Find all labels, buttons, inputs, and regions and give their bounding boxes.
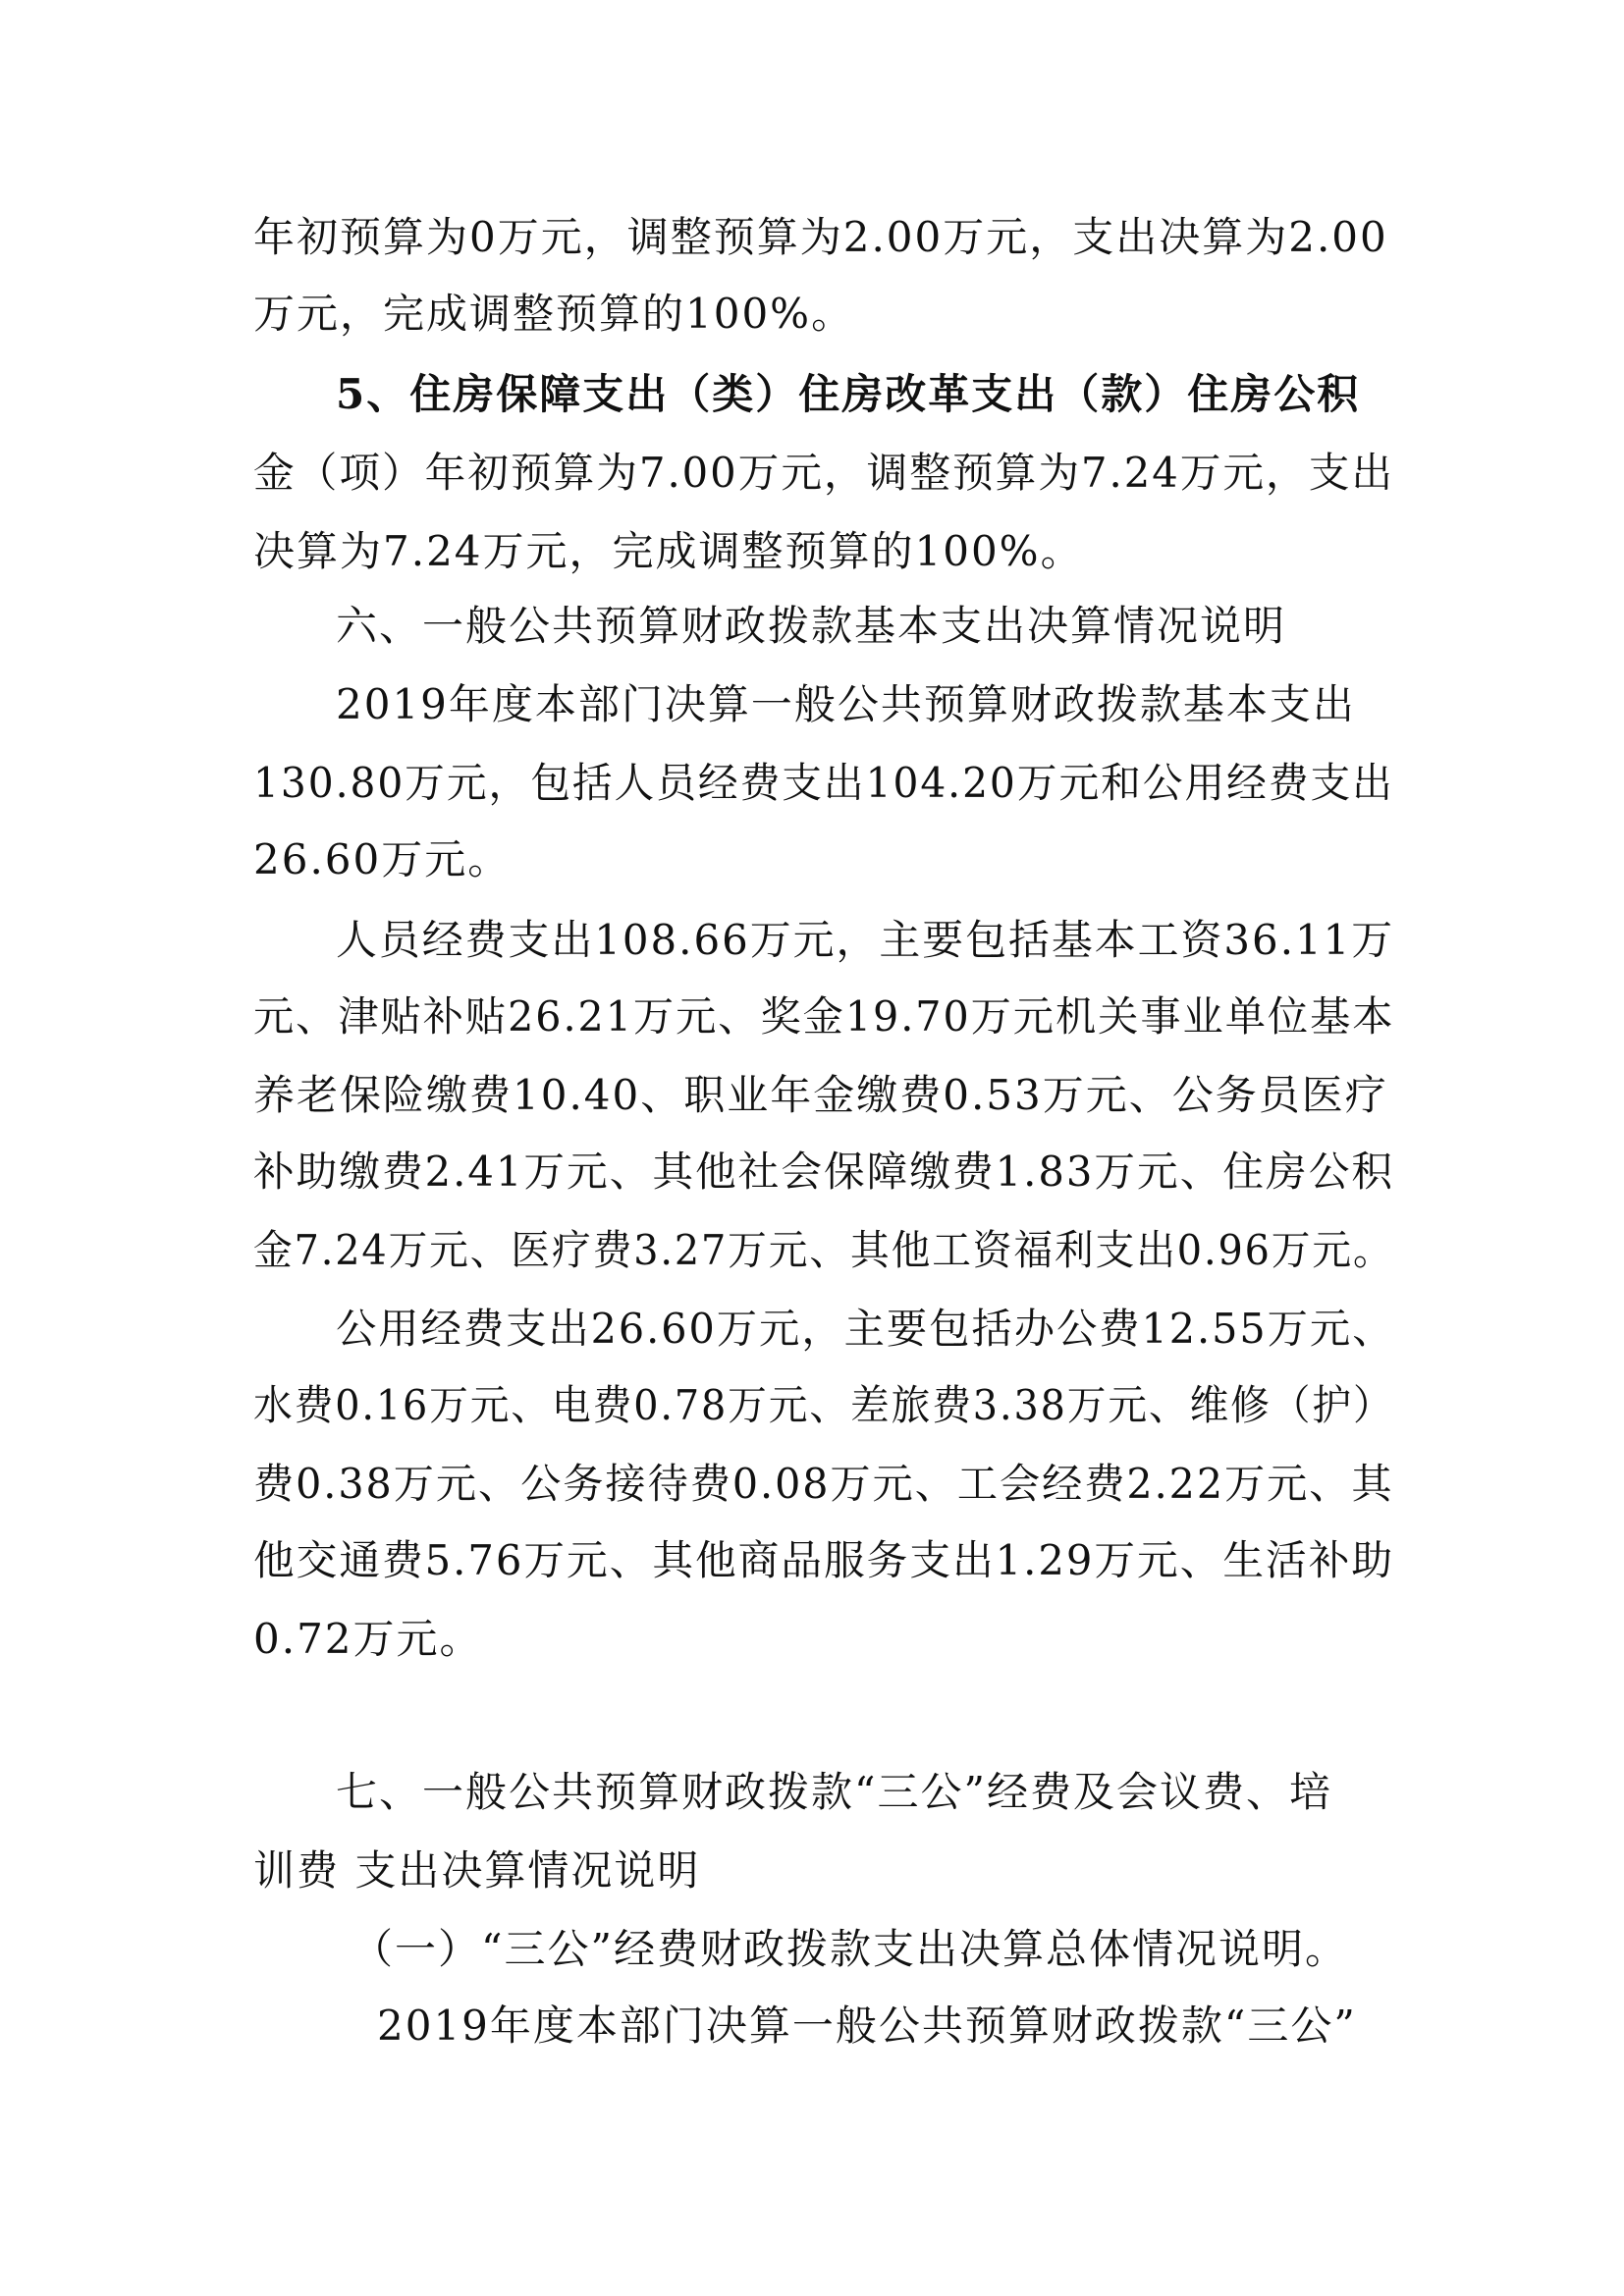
text-line: 补助缴费2.41万元、其他社会保障缴费1.83万元、住房公积 (253, 1148, 1395, 1196)
text-line: 公用经费支出26.60万元，主要包括办公费12.55万元、 (336, 1305, 1395, 1353)
section-item-5-line: 5、住房保障支出（类）住房改革支出（款）住房公积 (336, 370, 1361, 418)
subsection-heading-1: （一）“三公”经费财政拨款支出决算总体情况说明。 (352, 1925, 1348, 1973)
text-line: 元、津贴补贴26.21万元、奖金19.70万元机关事业单位基本 (253, 992, 1395, 1041)
text-line: 26.60万元。 (253, 835, 512, 883)
text-line: 万元，完成调整预算的100%。 (253, 290, 855, 338)
text-line: 人员经费支出108.66万元，主要包括基本工资36.11万 (336, 916, 1395, 964)
text-line: 养老保险缴费10.40、职业年金缴费0.53万元、公务员医疗 (253, 1071, 1388, 1119)
text-line: 金（项）年初预算为7.00万元，调整预算为7.24万元，支出 (253, 449, 1395, 497)
text-line: 2019年度本部门决算一般公共预算财政拨款“三公” (377, 2002, 1357, 2050)
section-heading-7-cont: 训费 支出决算情况说明 (253, 1846, 701, 1895)
text-line: 决算为7.24万元，完成调整预算的100%。 (253, 527, 1084, 575)
text-line: 他交通费5.76万元、其他商品服务支出1.29万元、生活补助 (253, 1536, 1395, 1584)
text-line: 130.80万元，包括人员经费支出104.20万元和公用经费支出 (253, 759, 1394, 807)
text-line: 0.72万元。 (253, 1615, 483, 1663)
section-heading-6: 六、一般公共预算财政拨款基本支出决算情况说明 (336, 602, 1287, 650)
section-heading-7: 七、一般公共预算财政拨款“三公”经费及会议费、培 (336, 1768, 1332, 1816)
text-line: 2019年度本部门决算一般公共预算财政拨款基本支出 (336, 680, 1356, 728)
text-line: 水费0.16万元、电费0.78万元、差旅费3.38万元、维修（护） (253, 1381, 1394, 1429)
text-line: 年初预算为0万元，调整预算为2.00万元，支出决算为2.00 (253, 213, 1388, 261)
text-line: 费0.38万元、公务接待费0.08万元、工会经费2.22万元、其 (253, 1460, 1394, 1508)
text-line: 金7.24万元、医疗费3.27万元、其他工资福利支出0.96万元。 (253, 1226, 1394, 1274)
